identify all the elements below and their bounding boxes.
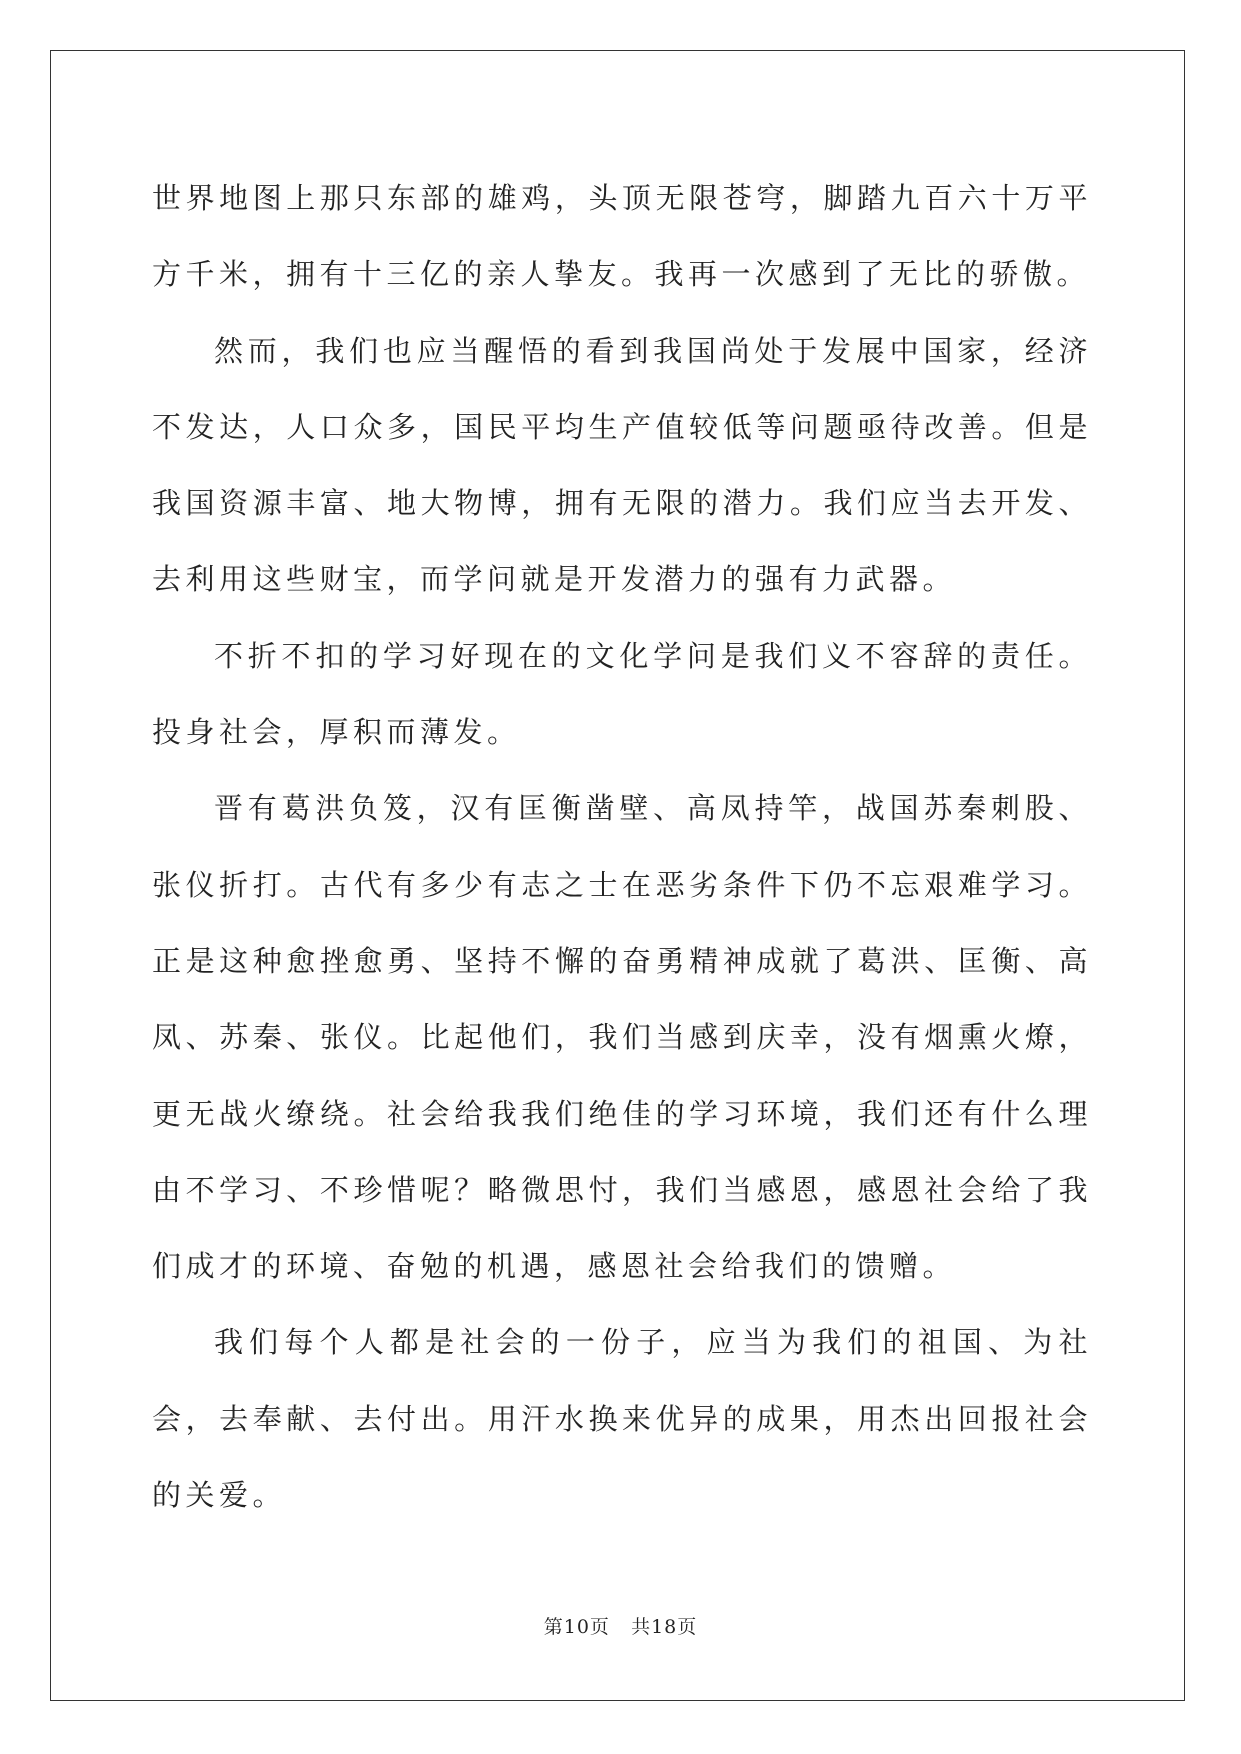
paragraph-2: 然而，我们也应当醒悟的看到我国尚处于发展中国家，经济不发达，人口众多，国民平均生产值较低等问题亟待改善。但是我国资源丰富、地大物博，拥有无限的潜力。我们应当去开发、去利用这些财宝，而学问就是开发潜力的强有力武器。: [152, 333, 1092, 597]
document-body: [152, 160, 1092, 1533]
paragraph-1: 世界地图上那只东部的雄鸡，头顶无限苍穹，脚踏九百六十万平方千米，拥有十三亿的亲人挚友。我再一次感到了无比的骄傲。: [152, 181, 1092, 292]
page-number: 第10页: [543, 1616, 610, 1638]
page-footer: [0, 1612, 1241, 1639]
paragraph-5: 我们每个人都是社会的一份子，应当为我们的祖国、为社会，去奉献、去付出。用汗水换来优异的成果，用杰出回报社会的关爱。: [152, 1325, 1092, 1513]
paragraph-4: 晋有葛洪负笈，汉有匡衡凿壁、高凤持竿，战国苏秦刺股、张仪折打。古代有多少有志之士在恶劣条件下仍不忘艰难学习。正是这种愈挫愈勇、坚持不懈的奋勇精神成就了葛洪、匡衡、高凤、苏秦、张仪。比起他们，我们当感到庆幸，没有烟熏火燎，更无战火缭绕。社会给我我们绝佳的学习环境，我们还有什么理由不学习、不珍惜呢？略微思忖，我们当感恩，感恩社会给了我们成才的环境、奋勉的机遇，感恩社会给我们的馈赠。: [152, 791, 1092, 1284]
paragraph-3: 不折不扣的学习好现在的文化学问是我们义不容辞的责任。投身社会，厚积而薄发。: [152, 638, 1092, 750]
page-total: 共18页: [631, 1616, 698, 1638]
